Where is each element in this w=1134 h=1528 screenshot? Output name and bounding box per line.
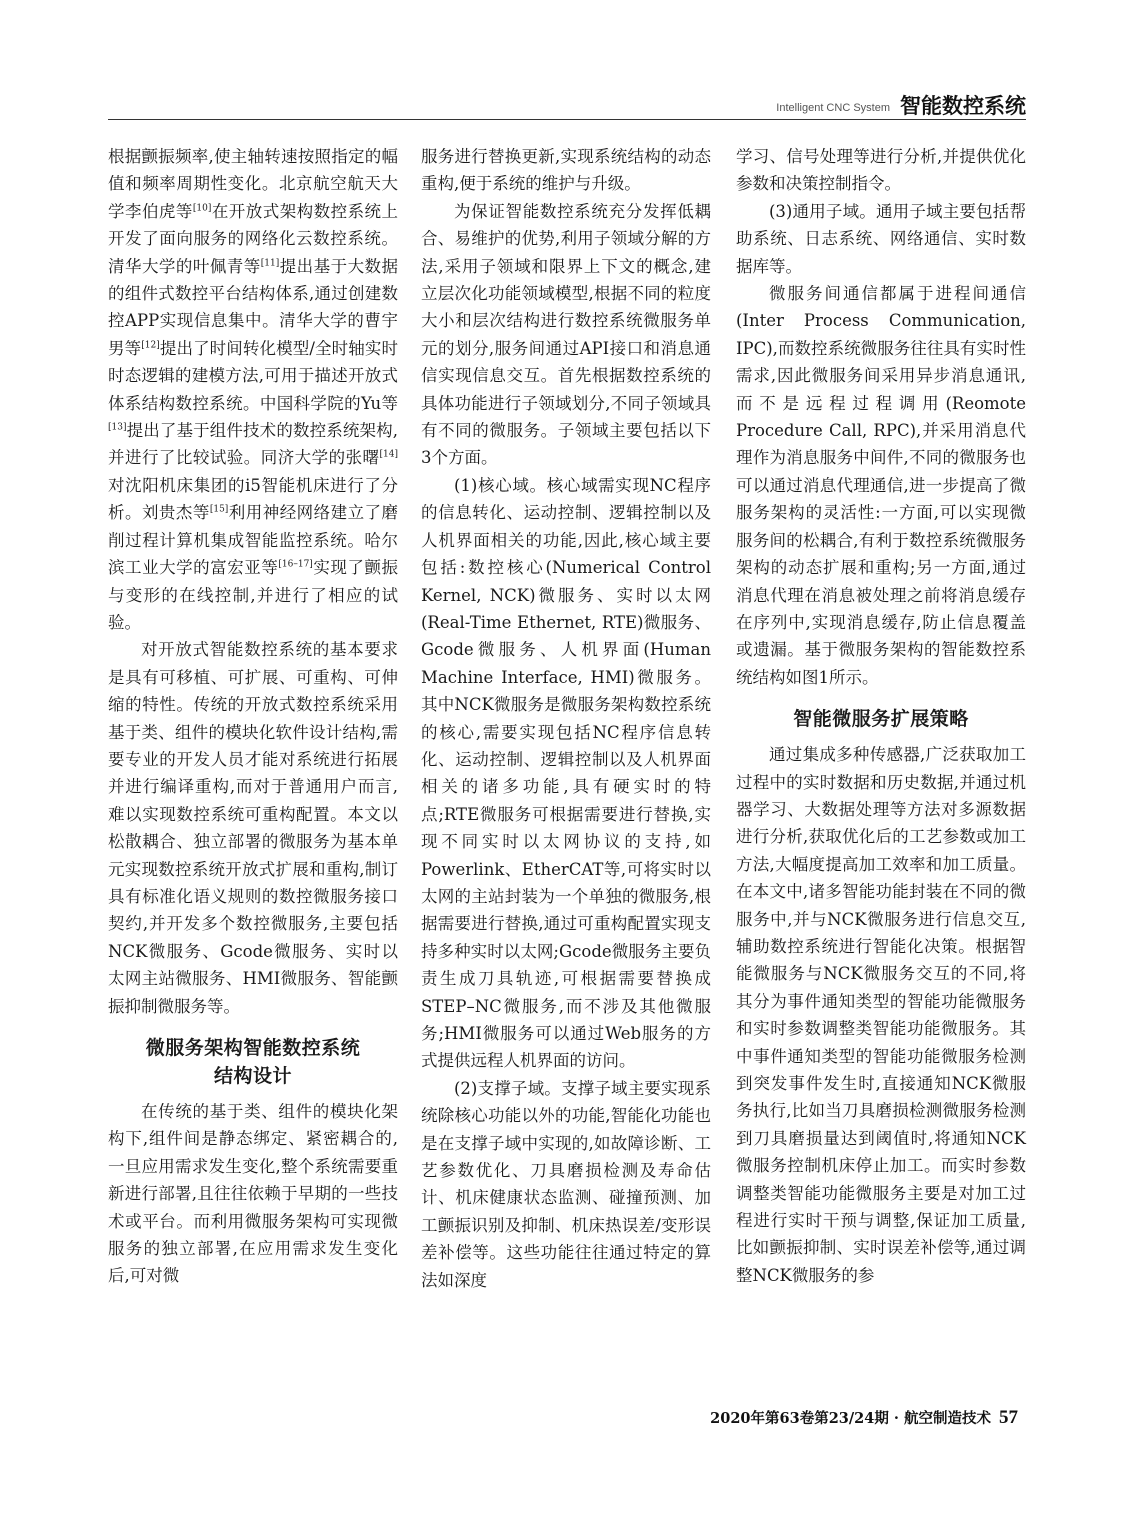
journal-section-title: 智能数控系统 (900, 94, 1026, 118)
section-heading (108, 1034, 398, 1090)
text-run: 根据颤振频率,使主轴转速按照指定的幅值和频率周期性变化。北京航空航天大学李伯虎等 (108, 147, 398, 221)
paragraph: 通过集成多种传感器,广泛获取加工过程中的实时数据和历史数据,并通过机器学习、大数据处理等方法对多源数据进行分析,获取优化后的工艺参数或加工方法,大幅度提高加工效率和加工质量。在本文中,诸多智能功能封装在不同的微服务中,并与NCK微服务进行信息交互,辅助数控系统进行智能化决策。根据智能微服务与NCK微服务交互的不同,将其分为事件通知类型的智能功能微服务和实时参数调整类智能功能微服务。其中事件通知类型的智能功能微服务检测到突发事件发生时,直接通知NCK微服务执行,比如当刀具磨损检测微服务检测到刀具磨损量达到阈值时,将通知NCK微服务控制机床停止加工。而实时参数调整类智能功能微服务主要是对加工过程进行实时干预与调整,保证加工质量,比如颤振抑制、实时误差补偿等,通过调整NCK微服务的参 (736, 745, 1026, 1285)
paragraph: (1)核心域。核心域需实现NC程序的信息转化、运动控制、逻辑控制以及人机界面相关的功能,因此,核心域主要包括:数控核心(Numerical Control Kernel, NCK)微服务、实时以太网(Real-Time Ethernet, RTE)微服务、Gcode微服务、人机界面(Human Machine Interface, HMI)微服务。其中NCK微服务是微服务架构数控系统的核心,需要实现包括NC程序信息转化、运动控制、逻辑控制以及人机界面相关的诸多功能,具有硬实时的特点;RTE微服务可根据需要进行替换,实现不同实时以太网协议的支持,如Powerlink、EtherCAT等,可将实时以太网的主站封装为一个单独的微服务,根据需要进行替换,通过可重构配置实现支持多种实时以太网;Gcode微服务主要负责生成刀具轨迹,可根据需要替换成STEP–NC微服务,而不涉及其他微服务;HMI微服务可以通过Web服务的方式提供远程人机界面的访问。 (421, 475, 711, 1071)
text-run: 在开放式架构数控系统上开发了面向服务的网络化云数控系统。清华大学的叶佩青等 (108, 201, 399, 276)
citation: [14] (379, 449, 398, 460)
running-header (108, 88, 1026, 120)
paragraph (108, 143, 398, 636)
paragraph: 学习、信号处理等进行分析,并提供优化参数和决策控制指令。 (736, 147, 1026, 194)
text-run: 实现了颤振与变形的在线控制,并进行了相应的试验。 (108, 558, 399, 632)
paragraph: 微服务间通信都属于进程间通信(Inter Process Communication, IPC),而数控系统微服务往往具有实时性需求,因此微服务间采用异步消息通讯,而不是远程过程调用(Reomote Procedure Call, RPC),并采用消息代理作为消息服务中间件,不同的微服务也可以通过消息代理通信,进一步提高了微服务架构的灵活性:一方面,可以实现微服务间的松耦合,有利于数控系统微服务架构的动态扩展和重构;另一方面,通过消息代理在消息被处理之前将消息缓存在序列中,实现消息缓存,防止信息覆盖或遗漏。基于微服务架构的智能数控系统结构如图1所示。 (736, 284, 1026, 687)
text-column-left (108, 143, 398, 1290)
citation: [11] (260, 258, 280, 269)
paragraph: 对开放式智能数控系统的基本要求是具有可移植、可扩展、可重构、可伸缩的特性。传统的开放式数控系统采用基于类、组件的模块化软件设计结构,需要专业的开发人员才能对系统进行拓展并进行编译重构,而对于普通用户而言,难以实现数控系统可重构配置。本文以松散耦合、独立部署的微服务为基本单元实现数控系统开放式扩展和重构,制订具有标准化语义规则的数控微服务接口契约,并开发多个数控微服务,主要包括NCK微服务、Gcode微服务、实时以太网主站微服务、HMI微服务、智能颤振抑制微服务等。 (108, 640, 398, 1016)
paragraph: 为保证智能数控系统充分发挥低耦合、易维护的优势,利用子领域分解的方法,采用子领域和限界上下文的概念,建立层次化功能领域模型,根据不同的粒度大小和层次结构进行数控系统微服务单元的划分,服务间通过API接口和消息通信实现信息交互。首先根据数控系统的具体功能进行子领域划分,不同子领域具有不同的微服务。子领域主要包括以下3个方面。 (421, 201, 711, 468)
page-footer (710, 1407, 1018, 1429)
citation: [13] (108, 422, 127, 433)
section-heading: 智能微服务扩展策略 (793, 708, 969, 731)
page-number: 57 (999, 1407, 1018, 1428)
journal-issue-info: 2020年第63卷第23/24期 · 航空制造技术 (710, 1410, 991, 1427)
heading-line: 微服务架构智能数控系统 (145, 1037, 361, 1059)
heading-line: 结构设计 (213, 1065, 292, 1087)
paragraph: (3)通用子域。通用子域主要包括帮助系统、日志系统、网络通信、实时数据库等。 (736, 201, 1026, 276)
text-run: 提出基于大数据的组件式数控平台结构体系,通过创建数控APP实现信息集中。清华大学的曹宇男等 (108, 256, 399, 358)
text-run: 提出了时间转化模型/全时轴实时时态逻辑的建模方法,可用于描述开放式体系结构数控系统。中国科学院的Yu等 (108, 338, 399, 413)
paragraph: (2)支撑子域。支撑子域主要实现系统除核心功能以外的功能,智能化功能也是在支撑子域中实现的,如故障诊断、工艺参数优化、刀具磨损检测及寿命估计、机床健康状态监测、碰撞预测、加工颤振识别及抑制、机床热误差/变形误差补偿等。这些功能往往通过特定的算法如深度 (421, 1078, 711, 1290)
text-run: 利用神经网络建立了磨削过程计算机集成智能监控系统。哈尔滨工业大学的富宏亚等 (108, 503, 399, 578)
citation: [10] (192, 203, 212, 214)
text-run: 对沈阳机床集团的i5智能机床进行了分析。刘贵杰等 (108, 475, 398, 523)
paragraph: 在传统的基于类、组件的模块化架构下,组件间是静态绑定、紧密耦合的,一旦应用需求发生变化,整个系统需要重新进行部署,且往往依赖于早期的一些技术或平台。而利用微服务架构可实现微服务的独立部署,在应用需求发生变化后,可对微 (108, 1102, 398, 1286)
text-run: 提出了基于组件技术的数控系统架构,并进行了比较试验。同济大学的张曙 (108, 421, 398, 468)
header-rule (108, 119, 1026, 120)
text-column-right (736, 143, 1026, 1289)
citation: [16–17] (278, 559, 313, 570)
paragraph: 服务进行替换更新,实现系统结构的动态重构,便于系统的维护与升级。 (421, 147, 711, 194)
citation: [12] (141, 340, 160, 351)
journal-name-english: Intelligent CNC System (776, 102, 890, 114)
text-column-middle (421, 143, 711, 1294)
citation: [15] (209, 504, 229, 515)
